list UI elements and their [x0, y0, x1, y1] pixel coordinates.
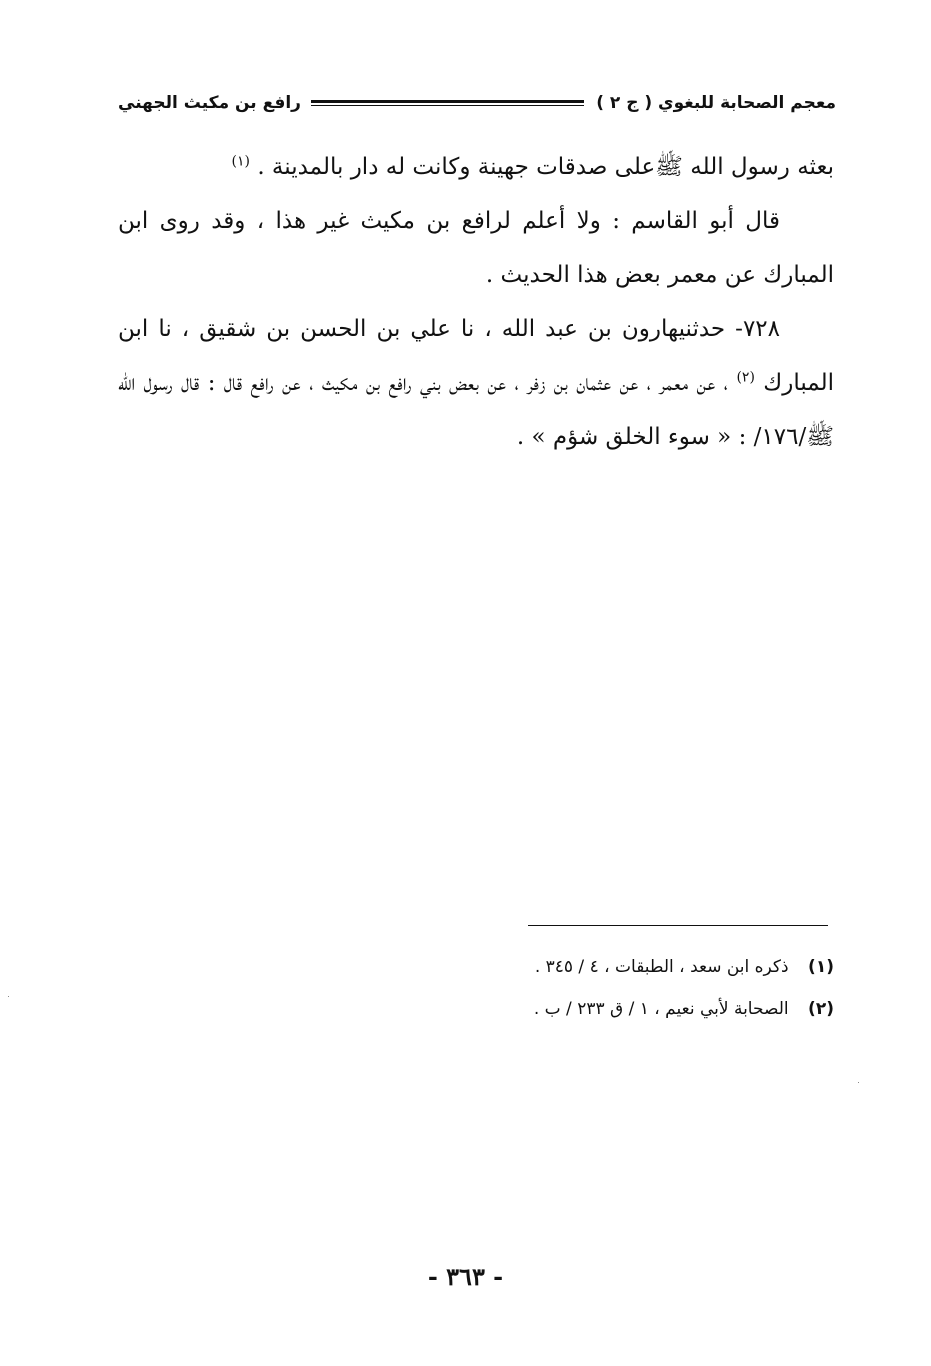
paragraph-3	[118, 302, 834, 464]
paragraph-1-text: بعثه رسول الله ﷺعلى صدقات جهينة وكانت له دار بالمدينة .	[257, 154, 834, 180]
footnote-2	[300, 988, 834, 1030]
footnote-number: (٢)	[808, 999, 834, 1019]
scan-speck	[858, 1082, 859, 1083]
page-number: - ٣٦٣ -	[427, 1262, 504, 1291]
footnote-separator	[528, 925, 828, 926]
footnote-number: (١)	[808, 957, 834, 977]
footnote-text: الصحابة لأبي نعيم ، ١ / ق ٢٣٣ / ب .	[533, 999, 789, 1019]
footnote-ref-2: (٢)	[736, 369, 755, 386]
paragraph-2	[118, 194, 834, 302]
header-book-title: معجم الصحابة للبغوي ( ج ٢ )	[596, 93, 836, 113]
body-text	[118, 140, 834, 464]
footnote-ref-1: (١)	[231, 153, 250, 170]
running-header	[118, 86, 836, 120]
footnote-text: ذكره ابن سعد ، الطبقات ، ٤ / ٣٤٥ .	[534, 957, 789, 977]
header-rule	[311, 100, 584, 106]
footnote-1	[300, 946, 834, 988]
footnotes	[300, 946, 834, 1030]
paragraph-3-text-a: ٧٢٨- حدثنيهارون بن عبد الله ، نا علي بن الحسن بن شقيق ، نا ابن المبارك	[118, 316, 835, 396]
paragraph-2-text: قال أبو القاسم : ولا أعلم لرافع بن مكيث غير هذا ، وقد روى ابن المبارك عن معمر بعض هذا الحديث .	[118, 208, 834, 288]
header-section-title: رافع بن مكيث الجهني	[118, 93, 301, 113]
paragraph-3-text-b: ، عن معمر ، عن عثمان بن زفر ، عن بعض بني رافع بن مكيث ، عن رافع قال : قال رسول الله ﷺ/١٧٦/ : « سوء الخلق شؤم » .	[118, 370, 834, 450]
paragraph-1	[118, 140, 834, 194]
scan-speck	[8, 996, 9, 997]
